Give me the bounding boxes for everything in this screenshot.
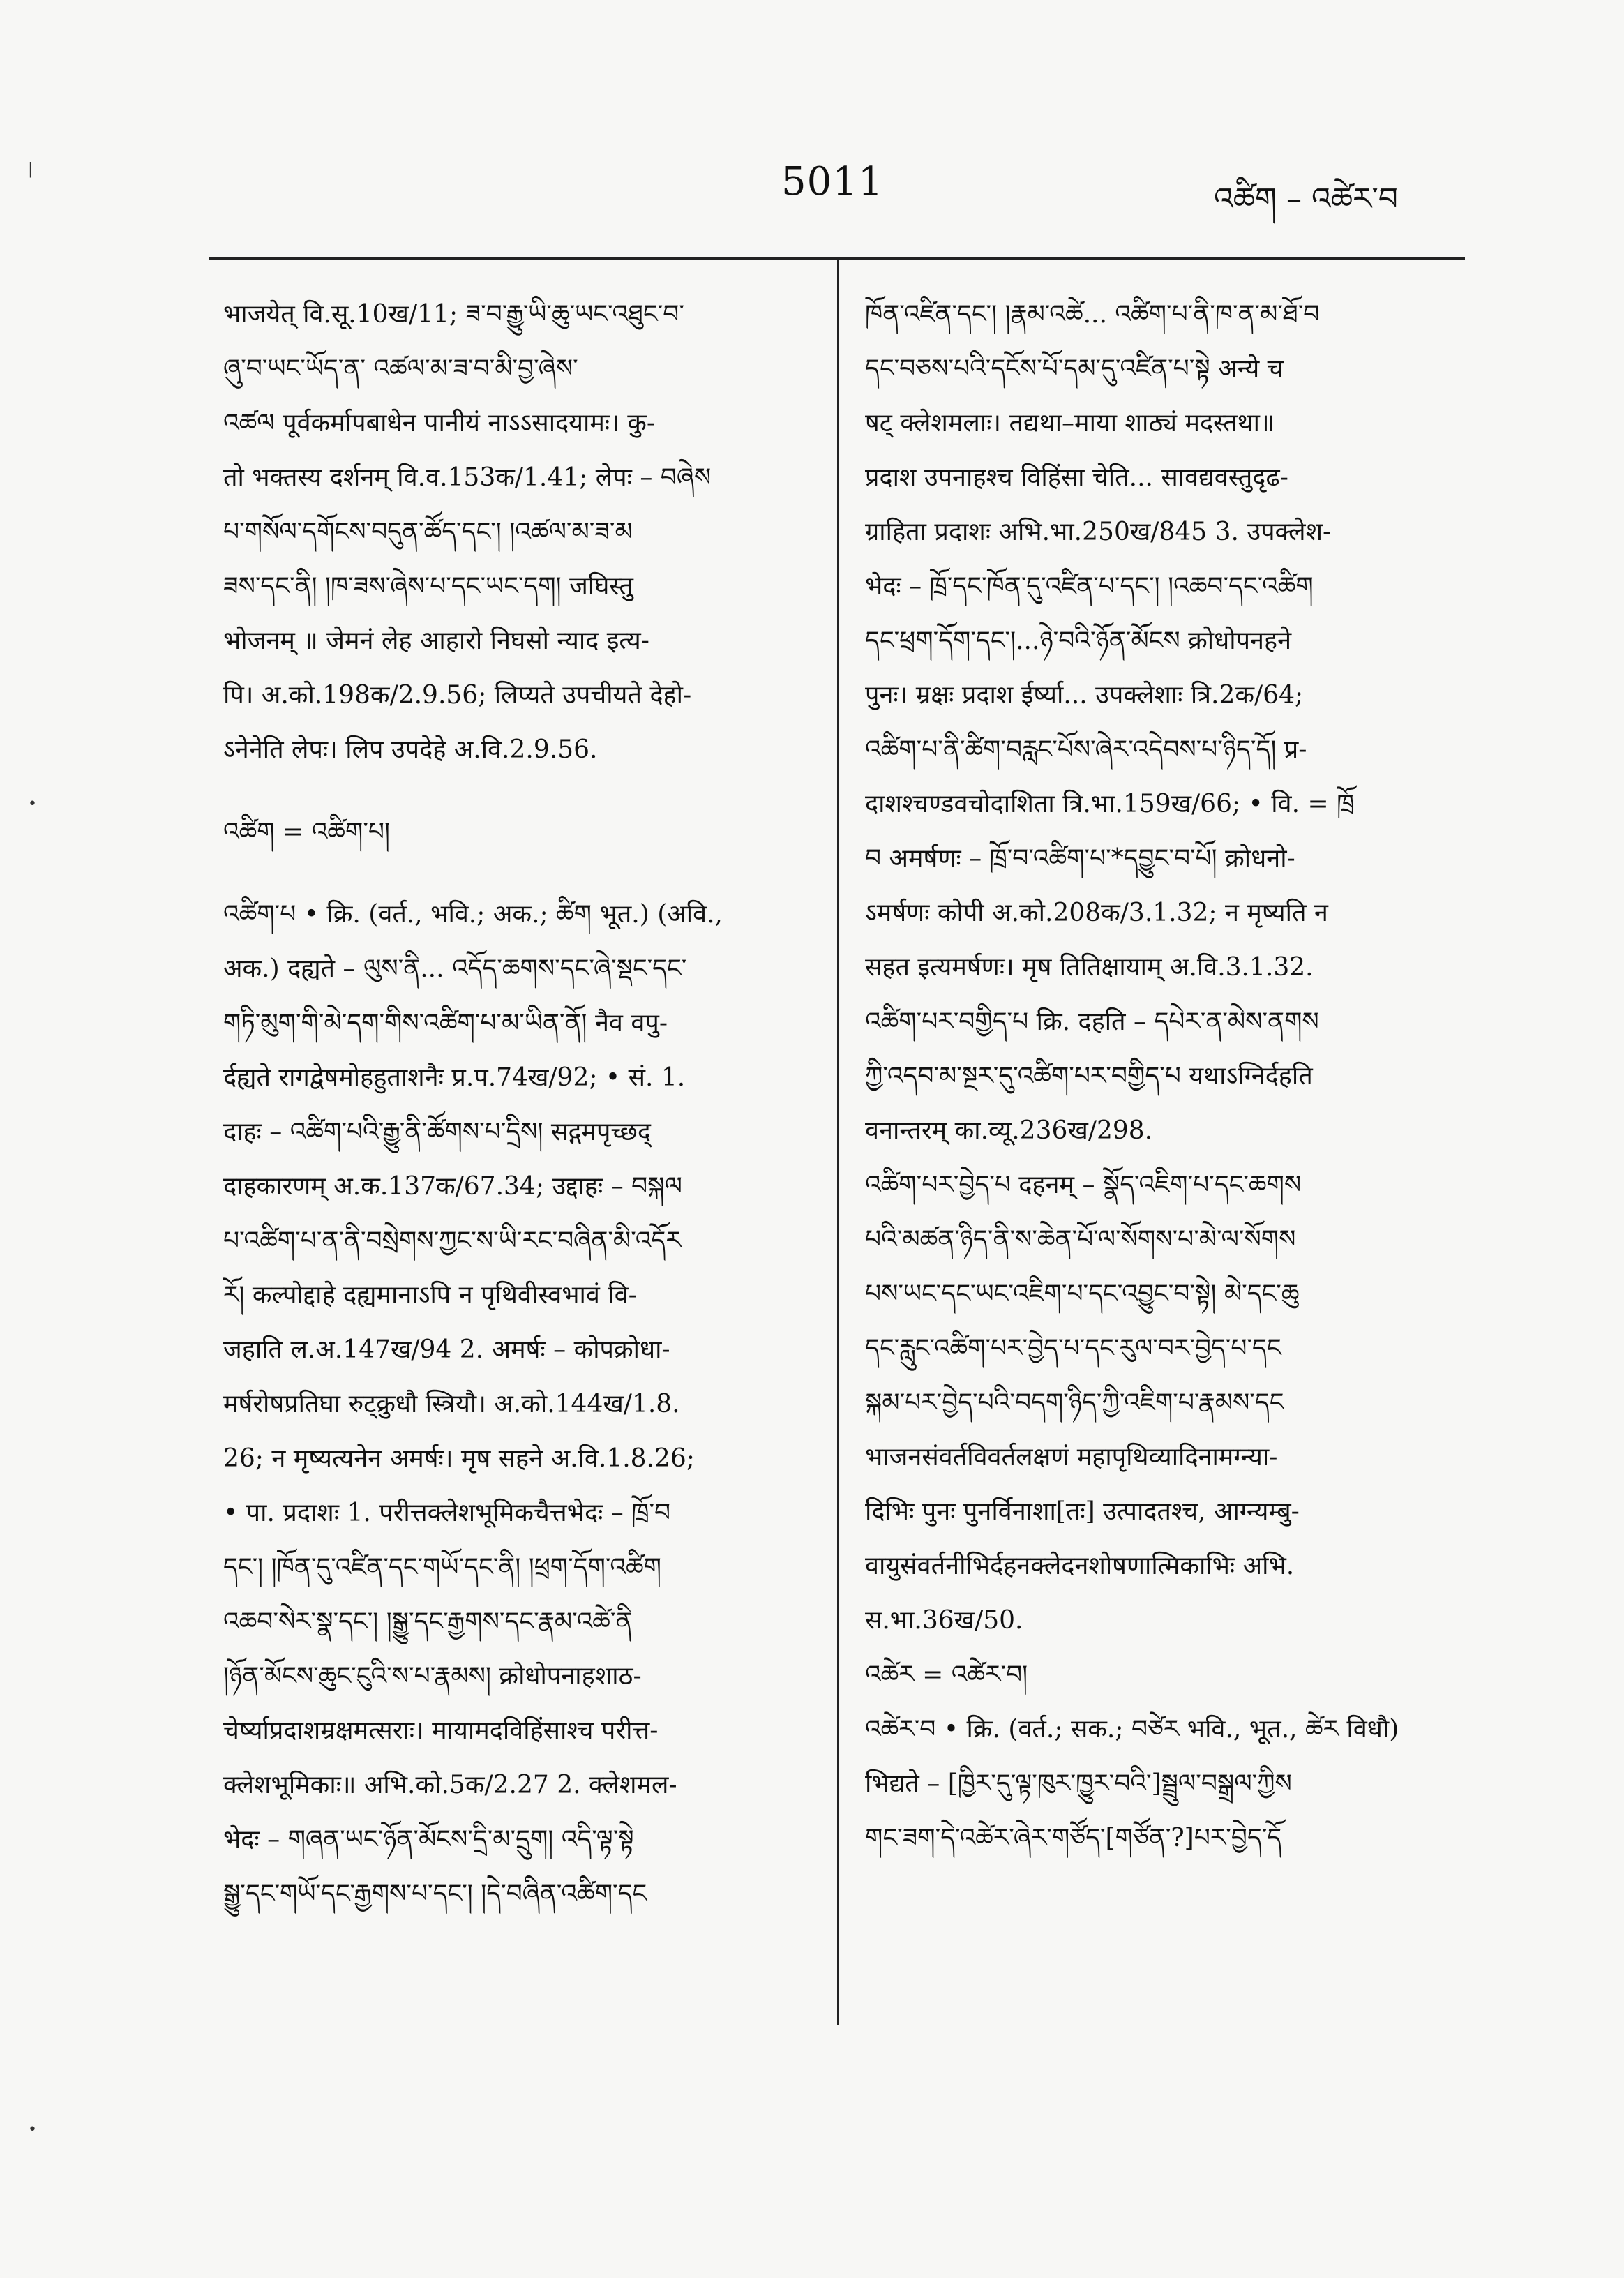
left-line: གཏི་མུག་གི་མེ་དག་གིས་འཚིག་པ་མ་ཡིན་ནོ། नैव वपु- bbox=[223, 1009, 668, 1037]
right-line: भेदः – ཁྲོ་དང་ཁོན་དུ་འཛིན་པ་དང་། །འཆབ་དང་འཚིག bbox=[865, 572, 1314, 601]
right-line: དང་ཕྲག་དོག་དང་།...ཉེ་བའི་ཉོན་མོངས क्रोधोपनहने bbox=[865, 627, 1292, 655]
right-line: ཁོན་འཛིན་དང་། །རྣམ་འཚེ... འཚིག་པ་ནི་ཁ་ན་མ་ཐོ་བ bbox=[865, 300, 1320, 329]
left-line: འཚལ पूर्वकर्मापबाधेन पानीयं नाऽऽसादयामः। कु- bbox=[223, 409, 656, 437]
left-line: तो भक्तस्य दर्शनम् वि.व.153क/1.41; लेपः – བཞེས bbox=[223, 463, 712, 492]
right-line: གང་ཟག་དེ་འཚེར་ཞེར་གཙོད་[གཙོན་?]པར་བྱེད་དོ bbox=[865, 1824, 1282, 1852]
right-line: པས་ཡང་དང་ཡང་འཇིག་པ་དང་འབྱུང་བ་སྟེ། མེ་དང་ཆུ bbox=[865, 1280, 1300, 1308]
left-line: भाजयेत् वि.सू.10ख/11; ཟ་བ་རྒྱུ་ཡི་ཆུ་ཡང་འཐུང་བ་ bbox=[223, 300, 684, 329]
left-line: भेदः – གཞན་ཡང་ཉོན་མོངས་དྲི་མ་དྲུག། འདི་ལྟ་སྟེ bbox=[223, 1825, 634, 1854]
left-line: པ་གསོལ་དགོངས་བདུན་ཚོད་དང་། །འཚལ་མ་ཟ་མ bbox=[223, 518, 633, 546]
left-line: पि। अ.को.198क/2.9.56; लिप्यते उपचीयते देहो- bbox=[223, 681, 692, 710]
right-line: भाजनसंवर्तविवर्तलक्षणं महापृथिव्यादिनामग्न्या- bbox=[865, 1443, 1278, 1471]
guide-words: འཚིག – འཚེར་བ bbox=[1214, 181, 1398, 217]
right-line: षट् क्लेशमलाः। तद्यथा–माया शाठ्यं मदस्तथा॥ bbox=[865, 409, 1275, 437]
right-line: वनान्तरम् का.व्यू.236ख/298. bbox=[865, 1116, 1153, 1145]
left-line: दाहकारणम् अ.क.137क/67.34; उद्दाहः – བསྐལ bbox=[223, 1172, 682, 1201]
right-line: འཚིག་པ་ནི་ཚིག་བརླང་པོས་ཞེར་འདེབས་པ་ཉིད་དོ། प्र- bbox=[865, 735, 1307, 764]
left-line: །ཉོན་མོངས་ཆུང་ངུའི་ས་པ་རྣམས། क्रोधोपनाहशाठ- bbox=[223, 1662, 642, 1691]
right-line: དང་རླུང་འཚིག་པར་བྱེད་པ་དང་རུལ་བར་བྱེད་པ་དང bbox=[865, 1334, 1281, 1363]
right-line: पुनः। म्रक्षः प्रदाश ईर्ष्या... उपक्लेशाः त्रि.2क/64; bbox=[865, 681, 1304, 710]
headword-line: འཚེར་བ • क्रि. (वर्त.; सक.; བཙེར भवि., भूत., ཚེར विधौ) bbox=[865, 1715, 1399, 1744]
headword-line: འཚེར = འཚེར་བ། bbox=[865, 1661, 1028, 1689]
right-line: दिभिः पुनः पुनर्विनाशा[तः] उत्पादतश्च, आग्न्यम्बु- bbox=[865, 1497, 1300, 1526]
right-column bbox=[865, 287, 1465, 1866]
right-line: ग्राहिता प्रदाशः अभि.भा.250ख/845 3. उपक्लेश- bbox=[865, 518, 1332, 546]
headword-line: འཚིག་པ • क्रि. (वर्त., भवि.; अक.; ཚིག भूत.) (अवि., bbox=[223, 900, 723, 929]
right-line: ཀྱི་འདབ་མ་སྔར་དུ་འཚིག་པར་བགྱིད་པ यथाऽग्निर्दहति bbox=[865, 1062, 1313, 1091]
left-line: རོ། कल्पोद्दाहे दह्यमानाऽपि न पृथिवीस्वभावं वि- bbox=[223, 1281, 637, 1310]
left-line: मर्षरोषप्रतिघा रुट्क्रुधौ स्त्रियौ। अ.को.144ख/1.8. bbox=[223, 1390, 680, 1418]
right-line: པའི་མཚན་ཉིད་ནི་ས་ཆེན་པོ་ལ་སོགས་པ་མེ་ལ་སོགས bbox=[865, 1225, 1296, 1254]
scan-mark: | bbox=[28, 160, 33, 178]
left-line: ཞུ་བ་ཡང་ཡོད་ན་ འཚལ་མ་ཟ་བ་མི་བྱ་ཞེས་ bbox=[223, 354, 578, 383]
left-line: जहाति ल.अ.147ख/94 2. अमर्षः – कोपक्रोधा- bbox=[223, 1335, 670, 1364]
left-line: ཟས་དང་ནི། །ཁ་ཟས་ཞེས་པ་དང་ཡང་དག། जघिस्तु bbox=[223, 572, 633, 601]
scan-mark: • bbox=[28, 795, 37, 813]
scan-mark: • bbox=[28, 2121, 37, 2138]
left-line: क्लेशभूमिकाः॥ अभि.को.5क/2.27 2. क्लेशमल- bbox=[223, 1771, 677, 1799]
headword-line: འཚིག་པར་བགྱིད་པ क्रि. दहति – དཔེར་ན་མེས་ནགས bbox=[865, 1007, 1319, 1036]
headword-line: འཚིག་པར་བྱེད་པ दहनम् – སྣོད་འཇིག་པ་དང་ཆགས bbox=[865, 1171, 1302, 1199]
left-line: པ་འཚིག་པ་ན་ནི་བསྲེགས་ཀྱང་ས་ཡི་རང་བཞིན་མི་འདོར bbox=[223, 1227, 682, 1255]
right-line: स.भा.36ख/50. bbox=[865, 1606, 1023, 1635]
right-line: སྐམ་པར་བྱེད་པའི་བདག་ཉིད་ཀྱི་འཇིག་པ་རྣམས་དང bbox=[865, 1388, 1284, 1417]
left-line: अक.) दह्यते – ལུས་ནི... འདོད་ཆགས་དང་ཞེ་སྡང་དང་ bbox=[223, 954, 687, 983]
left-line: र्दह्यते रागद्वेषमोहहुताशनैः प्र.प.74ख/92; • सं. 1. bbox=[223, 1063, 686, 1092]
left-line: 26; न मृष्यत्यनेन अमर्षः। मृष सहने अ.वि.1.8.26; bbox=[223, 1444, 695, 1473]
left-line: འཆབ་སེར་སྣ་དང་། །སྒྱུ་དང་རྒྱགས་དང་རྣམ་འཚེ་ནི bbox=[223, 1608, 633, 1636]
left-line: भोजनम् ॥ जेमनं लेह आहारो निघसो न्याद इत्य- bbox=[223, 627, 649, 655]
headword-line: འཚིག = འཚིག་པ། bbox=[223, 818, 390, 846]
right-line: सहत इत्यमर्षणः। मृष तितिक्षायाम् अ.वि.3.1.32. bbox=[865, 953, 1314, 982]
column-divider bbox=[837, 260, 839, 2025]
right-line: ऽमर्षणः कोपी अ.को.208क/3.1.32; न मृष्यति न bbox=[865, 899, 1328, 927]
left-line: • पा. प्रदाशः 1. परीत्तक्लेशभूमिकचैत्तभेदः – ཁྲོ་བ bbox=[223, 1499, 671, 1527]
right-line: दाशश्चण्डवचोदाशिता त्रि.भा.159ख/66; • वि. = ཁྲོ bbox=[865, 790, 1355, 818]
left-line: ऽनेनेति लेपः। लिप उपदेहे अ.वि.2.9.56. bbox=[223, 735, 598, 764]
right-line: भिद्यते – [ཁྱིར་དུ་ལྟ་ཁུར་ཁྱུར་བའི་]སྦྲུལ་བསྒྲལ་ཀྱིས bbox=[865, 1769, 1292, 1798]
left-line: दाहः – འཚིག་པའི་རྒྱུ་ནི་ཚོགས་པ་དྲིས། सद्गमपृच्छद् bbox=[223, 1118, 651, 1146]
right-line: प्रदाश उपनाहश्च विहिंसा चेति... सावद्यवस्तुदृढ- bbox=[865, 463, 1288, 492]
right-line: བ अमर्षणः – ཁྲོ་བ་འཚིག་པ་*དབྱུང་བ་པོ། क्रोधनो- bbox=[865, 844, 1295, 873]
left-column bbox=[223, 287, 809, 1921]
left-line: चेर्ष्याप्रदाशम्रक्षमत्सराः। मायामदविहिंसाश्च परीत्त- bbox=[223, 1716, 659, 1745]
page-number: 5011 bbox=[781, 159, 884, 204]
right-line: དང་བཅས་པའི་དངོས་པོ་དམ་དུ་འཛིན་པ་སྟེ अन्ये च bbox=[865, 354, 1284, 383]
left-line: སྒྱུ་དང་གཡོ་དང་རྒྱགས་པ་དང་། །དེ་བཞིན་འཚིག་དང bbox=[223, 1880, 647, 1908]
left-line: དང་། །ཁོན་དུ་འཛིན་དང་གཡོ་དང་ནི། །ཕྲག་དོག་འཚིག bbox=[223, 1553, 662, 1582]
right-line: वायुसंवर्तनीभिर्दहनक्लेदनशोषणात्मिकाभिः अभि. bbox=[865, 1552, 1295, 1580]
